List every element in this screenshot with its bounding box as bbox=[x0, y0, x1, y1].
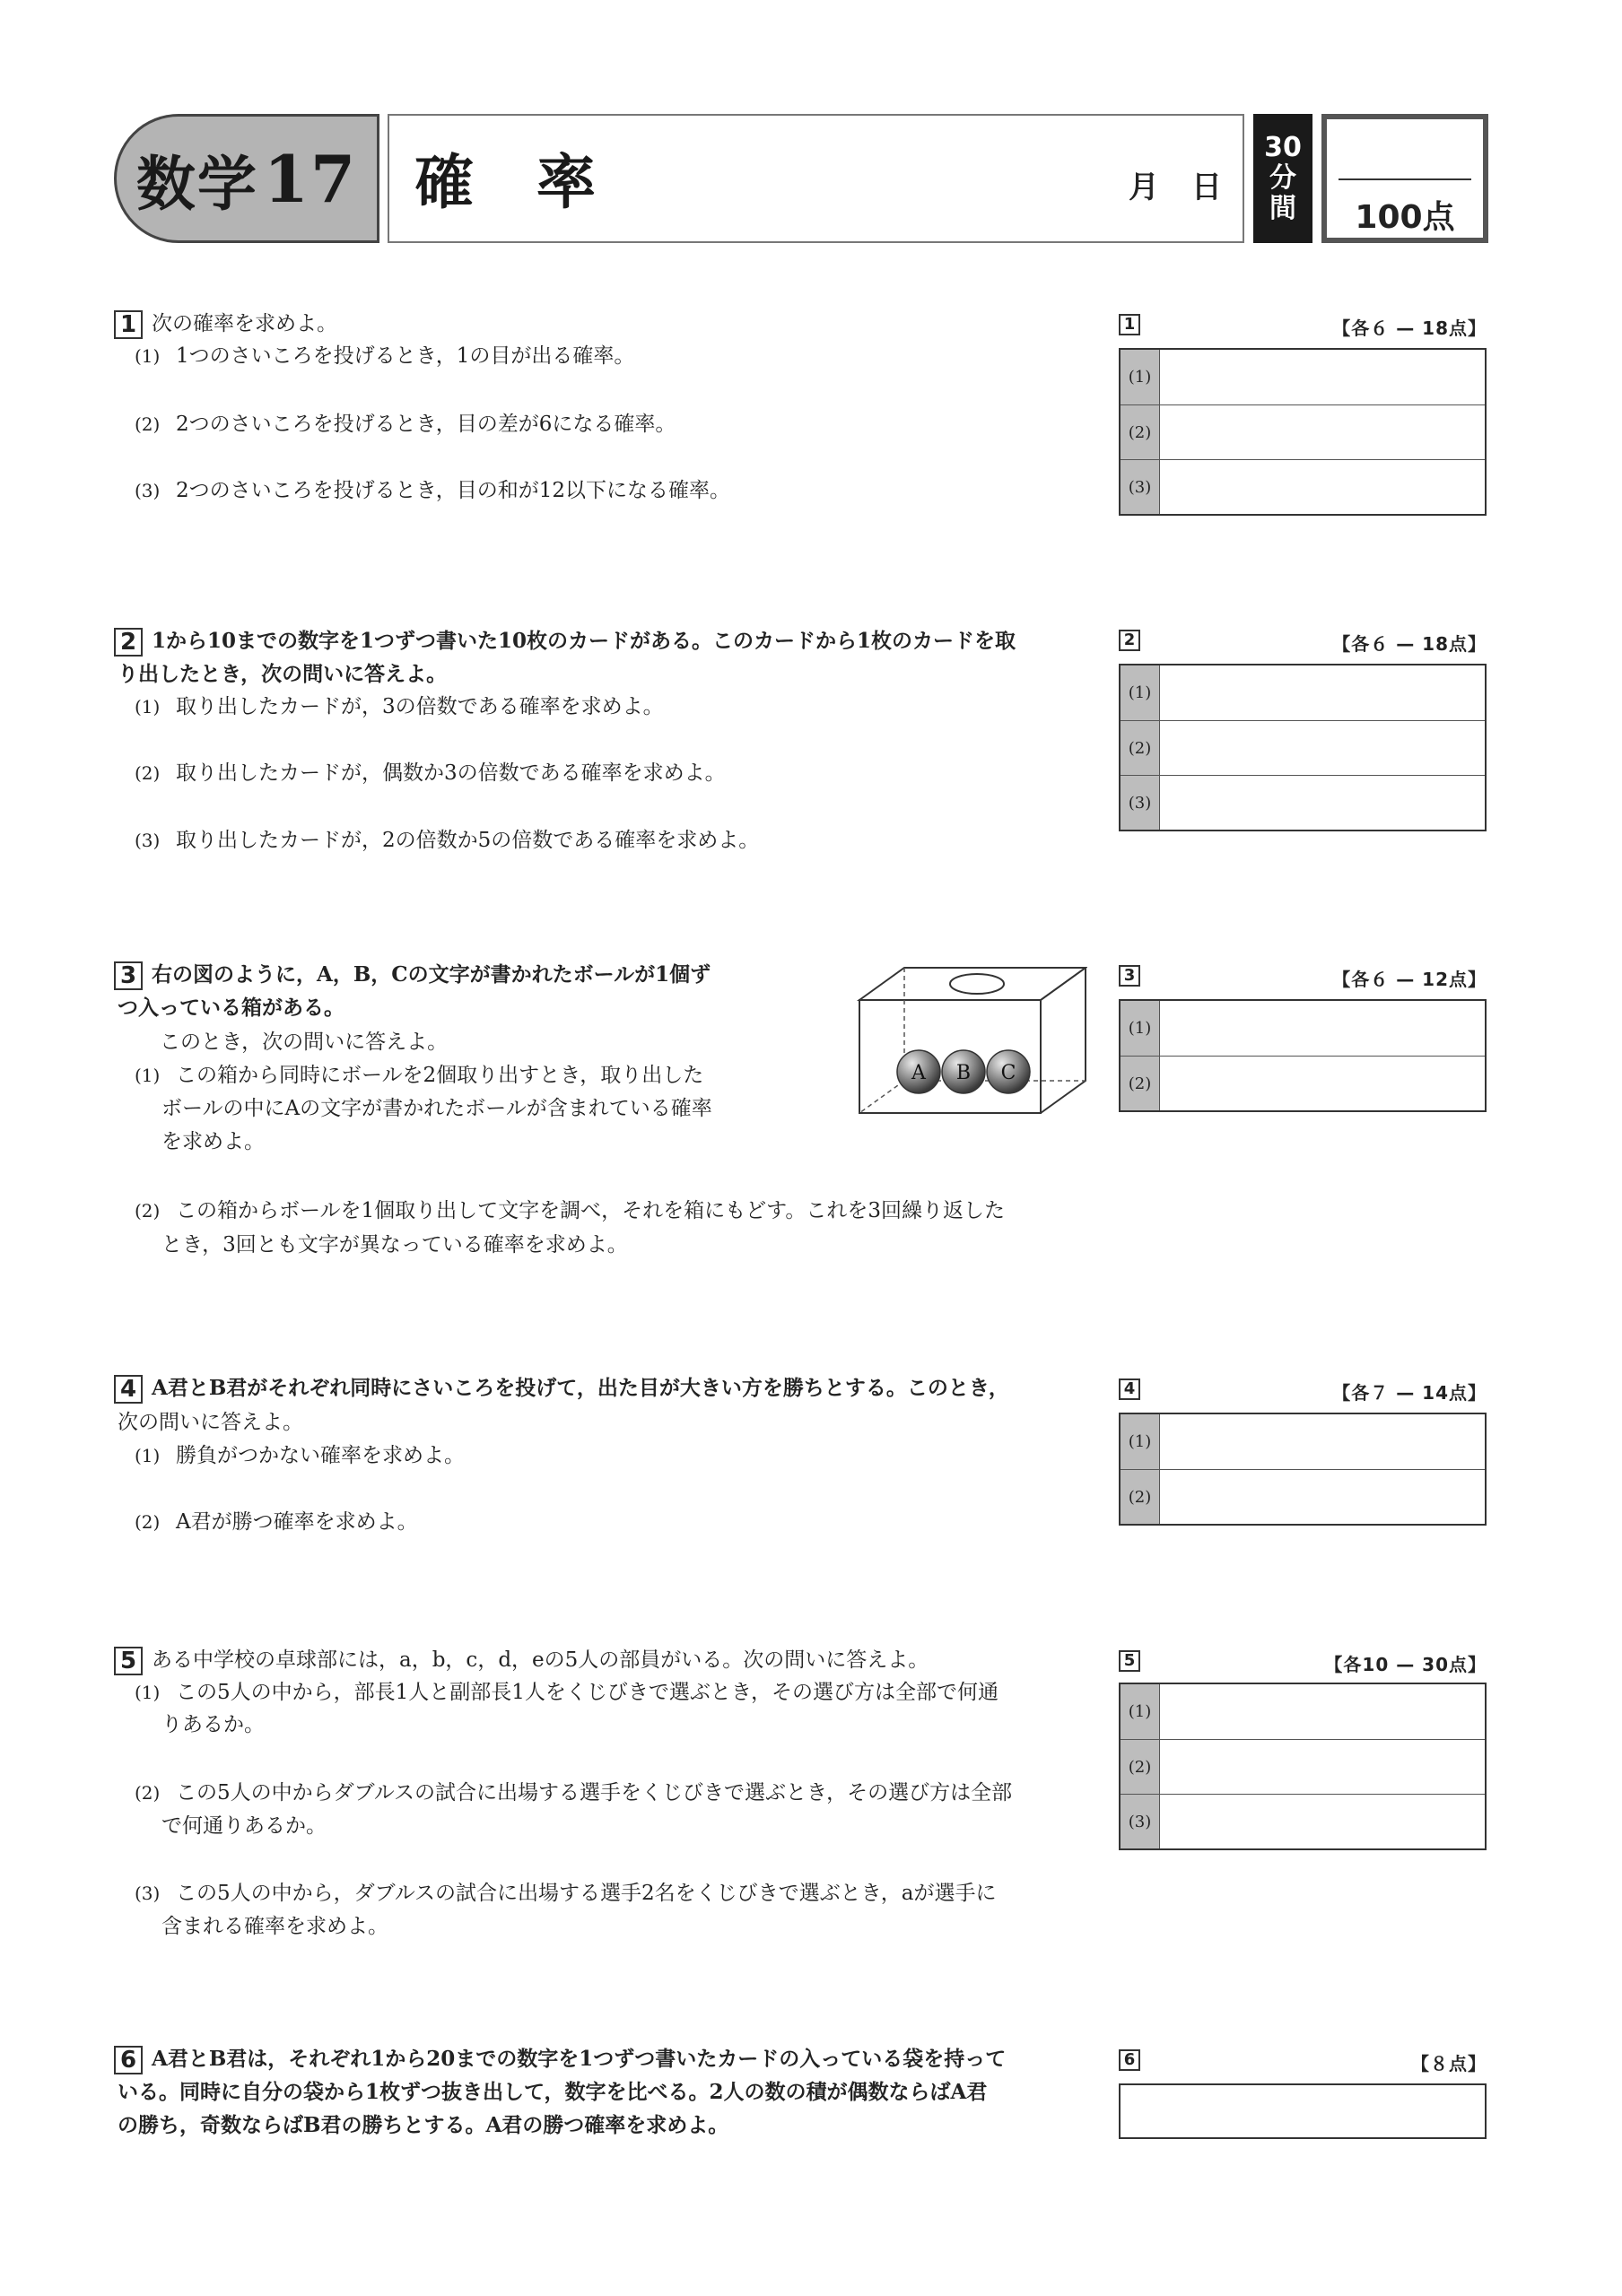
answer-2-2-field[interactable] bbox=[1160, 721, 1485, 775]
answer-2-points: 【各６ — 18点】 bbox=[1332, 633, 1487, 655]
answer-3-1-field[interactable] bbox=[1160, 1001, 1485, 1056]
time-limit-badge bbox=[1253, 114, 1312, 243]
answer-1-1-field[interactable] bbox=[1160, 350, 1485, 404]
answer-4-1-field[interactable] bbox=[1160, 1414, 1485, 1469]
question-5-part-2-cont: で何通りあるか。 bbox=[161, 1814, 327, 1838]
answer-3-points: 【各６ — 12点】 bbox=[1332, 969, 1487, 990]
question-5-part-2: (2) この5人の中からダブルスの試合に出場する選手をくじびきで選ぶとき，その選び方は全部 bbox=[135, 1781, 1013, 1805]
question-1-part-2: (2) 2つのさいころを投げるとき，目の差が6になる確率。 bbox=[135, 413, 676, 436]
ball-C bbox=[987, 1050, 1030, 1093]
answer-1-table: (1) (2) (3) bbox=[1119, 348, 1487, 516]
answer-1-header: 1 【各６ — 18点】 bbox=[1119, 312, 1487, 339]
question-3-part-1-cont: ボールの中にAの文字が書かれたボールが含まれている確率 bbox=[161, 1097, 712, 1120]
answer-6-field[interactable] bbox=[1121, 2085, 1485, 2137]
answer-1-3-field[interactable] bbox=[1160, 460, 1485, 514]
answer-6-table bbox=[1119, 2083, 1487, 2139]
answer-5-3-field[interactable] bbox=[1160, 1795, 1485, 1848]
svg-text:C: C bbox=[1000, 1062, 1016, 1084]
answer-2-table: (1) (2) (3) bbox=[1119, 664, 1487, 831]
question-number: 3 bbox=[114, 961, 143, 990]
unit-number: 17 bbox=[263, 140, 358, 217]
answer-4-points: 【各７ — 14点】 bbox=[1332, 1382, 1487, 1404]
answer-1-2-field[interactable] bbox=[1160, 405, 1485, 459]
score-total: 100点 bbox=[1355, 199, 1455, 236]
question-3-stem-cont: つ入っている箱がある。 bbox=[118, 996, 344, 1020]
question-5-part-1-cont: りあるか。 bbox=[161, 1713, 265, 1736]
question-number: 2 bbox=[114, 628, 143, 657]
answer-5-table: (1) (2) (3) bbox=[1119, 1683, 1487, 1850]
answer-5-header: 5 【各10 — 30点】 bbox=[1119, 1648, 1487, 1675]
question-3-part-1-cont: を求めよ。 bbox=[161, 1130, 265, 1153]
question-5-part-1: (1) この5人の中から，部長1人と副部長1人をくじびきで選ぶとき，その選び方は全部で何通 bbox=[135, 1681, 998, 1704]
question-2-part-1: (1) 取り出したカードが，3の倍数である確率を求めよ。 bbox=[135, 695, 664, 718]
question-2-part-3: (3) 取り出したカードが，2の倍数か5の倍数である確率を求めよ。 bbox=[135, 829, 760, 852]
page-title: 確率 bbox=[414, 148, 658, 217]
answer-2-1-field[interactable] bbox=[1160, 665, 1485, 720]
ball-B bbox=[942, 1050, 985, 1093]
question-1-part-1: (1) 1つのさいころを投げるとき，1の目が出る確率。 bbox=[135, 344, 635, 368]
question-3-stem: 3 右の図のように，A，B，Cの文字が書かれたボールが1個ず bbox=[114, 961, 711, 990]
question-3-part-2: (2) この箱からボールを1個取り出して文字を調べ，それを箱にもどす。これを3回繰り返した bbox=[135, 1199, 1005, 1222]
question-number: 5 bbox=[114, 1647, 143, 1675]
subject-tab bbox=[114, 114, 379, 243]
question-number: 6 bbox=[114, 2046, 143, 2074]
answer-4-2-field[interactable] bbox=[1160, 1470, 1485, 1524]
question-5-part-3: (3) この5人の中から，ダブルスの試合に出場する選手2名をくじびきで選ぶとき，aが選手に bbox=[135, 1882, 997, 1905]
answer-2-header: 2 【各６ — 18点】 bbox=[1119, 628, 1487, 655]
answer-2-3-field[interactable] bbox=[1160, 776, 1485, 830]
answer-4-table: (1) (2) bbox=[1119, 1413, 1487, 1526]
question-5-part-3-cont: 含まれる確率を求めよ。 bbox=[161, 1915, 388, 1938]
time-limit-line: 分 bbox=[1269, 162, 1296, 194]
answer-5-2-field[interactable] bbox=[1160, 1740, 1485, 1794]
svg-text:B: B bbox=[955, 1062, 972, 1084]
question-4-stem-cont: 次の問いに答えよ。 bbox=[118, 1411, 303, 1434]
question-1-part-3: (3) 2つのさいころを投げるとき，目の和が12以下になる確率。 bbox=[135, 479, 730, 502]
answer-4-header: 4 【各７ — 14点】 bbox=[1119, 1377, 1487, 1404]
question-2-part-2: (2) 取り出したカードが，偶数か3の倍数である確率を求めよ。 bbox=[135, 761, 726, 785]
answer-5-1-field[interactable] bbox=[1160, 1684, 1485, 1739]
question-4-part-1: (1) 勝負がつかない確率を求めよ。 bbox=[135, 1444, 465, 1467]
question-3-part-2-cont: とき，3回とも文字が異なっている確率を求めよ。 bbox=[161, 1233, 628, 1257]
question-5-stem: 5 ある中学校の卓球部には，a，b，c，d，eの5人の部員がいる。次の問いに答えよ。 bbox=[114, 1647, 929, 1675]
answer-3-header: 3 【各６ — 12点】 bbox=[1119, 963, 1487, 990]
answer-1-points: 【各６ — 18点】 bbox=[1332, 317, 1487, 339]
question-3-part-1: (1) この箱から同時にボールを2個取り出すとき，取り出した bbox=[135, 1064, 704, 1087]
answer-5-points: 【各10 — 30点】 bbox=[1324, 1654, 1487, 1675]
question-number: 1 bbox=[114, 310, 143, 339]
question-2-stem-cont: り出したとき，次の問いに答えよ。 bbox=[118, 662, 448, 686]
answer-3-table: (1) (2) bbox=[1119, 999, 1487, 1112]
answer-3-2-field[interactable] bbox=[1160, 1057, 1485, 1110]
question-number: 4 bbox=[114, 1375, 143, 1404]
time-limit-line: 30 bbox=[1264, 132, 1302, 163]
answer-6-header: 6 【８点】 bbox=[1119, 2048, 1487, 2074]
svg-text:A: A bbox=[911, 1062, 926, 1084]
question-6-stem-cont: の勝ち，奇数ならばB君の勝ちとする。A君の勝つ確率を求めよ。 bbox=[118, 2113, 729, 2137]
question-6-stem-cont: いる。同時に自分の袋から1枚ずつ抜き出して，数字を比べる。2人の数の積が偶数ならばA君 bbox=[118, 2080, 988, 2104]
answer-6-points: 【８点】 bbox=[1411, 2053, 1487, 2074]
question-2-stem: 2 1から10までの数字を1つずつ書いた10枚のカードがある。このカードから1枚のカードを取 bbox=[114, 628, 1016, 657]
question-6-stem: 6 A君とB君は，それぞれ1から20までの数字を1つずつ書いたカードの入っている袋を持って bbox=[114, 2046, 1006, 2074]
question-4-part-2: (2) A君が勝つ確率を求めよ。 bbox=[135, 1510, 418, 1534]
ball-box-figure bbox=[854, 957, 1087, 1117]
time-limit-line: 間 bbox=[1269, 193, 1296, 224]
question-3-stem-cont: このとき，次の問いに答えよ。 bbox=[160, 1031, 449, 1054]
score-fraction-line bbox=[1339, 178, 1471, 180]
subject-label: 数学 bbox=[135, 149, 258, 219]
question-1-stem: 1 次の確率を求めよ。 bbox=[114, 310, 337, 339]
date-label bbox=[1129, 162, 1225, 206]
question-4-stem: 4 A君とB君がそれぞれ同時にさいころを投げて，出た目が大きい方を勝ちとする。このとき， bbox=[114, 1375, 1009, 1404]
month-label: 月 bbox=[1129, 170, 1163, 205]
day-label: 日 bbox=[1191, 170, 1225, 205]
ball-A bbox=[897, 1050, 940, 1093]
